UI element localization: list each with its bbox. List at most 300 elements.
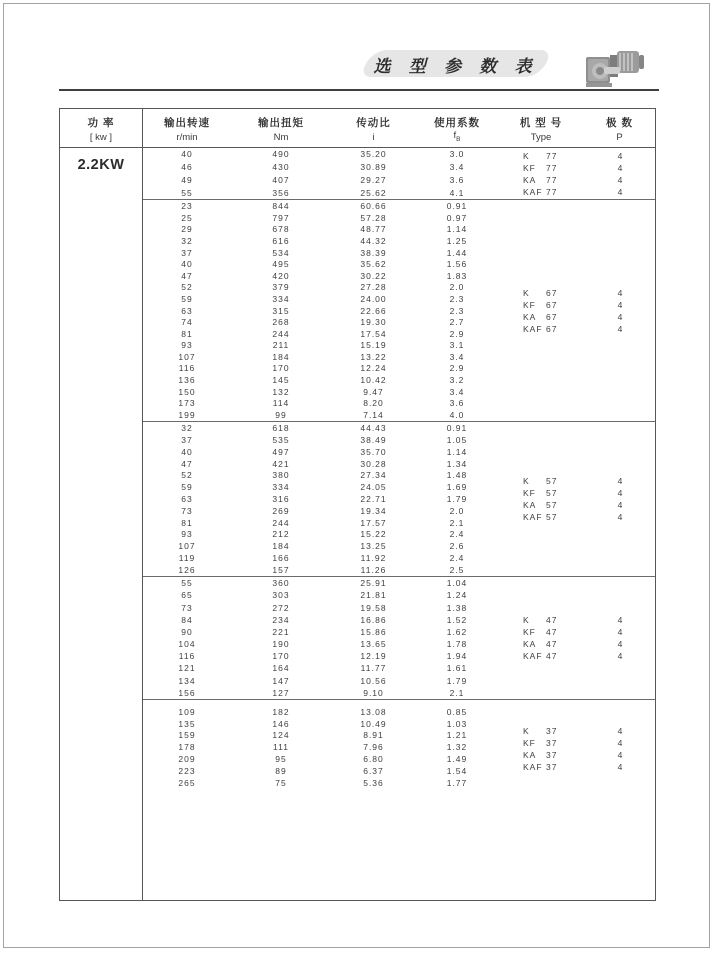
table-row [143, 493, 498, 505]
torque-cell: 132 [272, 386, 290, 397]
ratio-cell: 11.26 [360, 564, 387, 575]
poles-value: 4 [617, 311, 624, 322]
type-row [498, 174, 655, 186]
group-types [498, 700, 655, 900]
type-size: 77 [546, 162, 558, 173]
factor-cell: 4.1 [449, 187, 465, 198]
speed-cell: 40 [181, 259, 193, 270]
poles-value: 4 [617, 162, 624, 173]
table-row [143, 374, 498, 386]
factor-cell: 1.14 [446, 446, 468, 457]
factor-cell: 1.44 [446, 247, 468, 258]
factor-cell: 1.79 [446, 675, 468, 686]
ratio-cell: 17.54 [360, 328, 387, 339]
group-rows [143, 148, 498, 199]
type-size: 57 [546, 500, 558, 510]
factor-header-unit [416, 130, 498, 143]
factor-cell: 3.4 [449, 351, 465, 362]
poles-value: 4 [617, 762, 624, 772]
factor-cell: 2.0 [449, 282, 465, 293]
table-row [143, 706, 498, 718]
torque-cell: 234 [272, 614, 290, 625]
parameter-group [143, 577, 655, 700]
table-row [143, 741, 498, 753]
factor-cell: 2.1 [449, 687, 465, 698]
torque-cell: 211 [272, 340, 290, 351]
group-types [498, 200, 655, 421]
ratio-cell: 44.32 [360, 235, 387, 246]
ratio-cell: 7.14 [363, 409, 384, 420]
speed-cell: 40 [181, 446, 193, 457]
ratio-cell: 44.43 [360, 423, 387, 434]
table-row [143, 409, 498, 421]
torque-cell: 797 [272, 212, 290, 223]
speed-cell: 74 [181, 317, 193, 328]
torque-cell: 420 [272, 270, 290, 281]
torque-cell: 534 [272, 247, 290, 258]
type-size: 47 [546, 615, 558, 625]
type-size: 77 [546, 174, 558, 185]
torque-cell: 430 [272, 162, 290, 173]
parameter-group [143, 200, 655, 422]
speed-cell: 107 [178, 351, 196, 362]
speed-cell: 59 [181, 293, 193, 304]
table-row [143, 687, 498, 699]
factor-cell: 1.14 [446, 224, 468, 235]
speed-cell: 134 [178, 675, 196, 686]
torque-cell: 269 [272, 505, 290, 516]
factor-cell: 1.83 [446, 270, 468, 281]
table-row [143, 626, 498, 638]
table-row [143, 650, 498, 662]
table-row [143, 458, 498, 470]
torque-cell: 124 [272, 730, 290, 741]
table-row [143, 470, 498, 482]
table-row [143, 397, 498, 409]
group-rows [143, 422, 498, 576]
type-model: KF [523, 299, 536, 310]
factor-cell: 1.62 [446, 626, 468, 637]
type-size: 77 [546, 186, 558, 197]
speed-cell: 47 [181, 270, 193, 281]
table-row [143, 305, 498, 317]
table-row [143, 675, 498, 687]
factor-cell: 0.85 [446, 706, 468, 717]
type-model: KAF [523, 512, 543, 522]
speed-cell: 119 [178, 552, 196, 563]
factor-cell: 1.05 [446, 435, 468, 445]
poles-value: 4 [617, 287, 624, 298]
factor-cell: 3.2 [449, 375, 465, 386]
ratio-cell: 11.77 [360, 663, 387, 674]
table-row [143, 328, 498, 340]
group-types [498, 148, 655, 199]
torque-cell: 164 [272, 663, 290, 674]
table-row [143, 753, 498, 765]
ratio-cell: 15.22 [360, 529, 387, 540]
table-row [143, 270, 498, 282]
type-model: K [523, 476, 530, 486]
table-row [143, 552, 498, 564]
ratio-cell: 12.19 [360, 651, 387, 662]
factor-cell: 2.1 [449, 517, 465, 528]
poles-value: 4 [617, 639, 624, 649]
type-size: 67 [546, 323, 558, 334]
ratio-cell: 22.66 [360, 305, 387, 316]
speed-cell: 55 [181, 578, 193, 589]
factor-cell: 1.32 [446, 742, 468, 753]
ratio-cell: 17.57 [360, 517, 387, 528]
speed-cell: 156 [178, 687, 196, 698]
ratio-cell: 60.66 [360, 201, 387, 212]
ratio-header-label: 传动比 [356, 117, 391, 129]
table-row [143, 614, 498, 626]
factor-cell: 1.34 [446, 458, 468, 469]
type-row [498, 323, 655, 335]
ratio-cell: 30.28 [360, 458, 387, 469]
table-row [143, 422, 498, 434]
poles-value: 4 [617, 738, 624, 748]
ratio-cell: 27.28 [360, 282, 387, 293]
table-row [143, 351, 498, 363]
type-row [498, 749, 655, 761]
torque-cell: 182 [272, 706, 290, 717]
type-model: KF [523, 627, 536, 637]
factor-cell: 3.1 [449, 340, 465, 351]
speed-header-label: 输出转速 [164, 117, 210, 129]
type-model: KA [523, 750, 537, 760]
ratio-cell: 16.86 [360, 614, 387, 625]
speed-cell: 63 [181, 305, 193, 316]
torque-cell: 497 [272, 446, 290, 457]
type-size: 77 [546, 150, 558, 161]
speed-cell: 29 [181, 224, 193, 235]
table-row [143, 282, 498, 294]
ratio-cell: 19.34 [360, 505, 387, 516]
type-row [498, 487, 655, 499]
power-header-label: 功 率 [87, 117, 115, 129]
table-row [143, 161, 498, 174]
torque-cell: 157 [272, 564, 290, 575]
speed-cell: 121 [178, 663, 196, 674]
parameter-group [143, 148, 655, 200]
type-size: 37 [546, 750, 558, 760]
torque-cell: 244 [272, 517, 290, 528]
selection-table [59, 108, 656, 901]
speed-cell: 116 [178, 363, 196, 374]
type-model: KAF [523, 651, 543, 661]
speed-cell: 150 [178, 386, 196, 397]
column-header-speed [143, 109, 231, 147]
speed-cell: 104 [178, 639, 196, 650]
table-row [143, 293, 498, 305]
torque-cell: 170 [272, 651, 290, 662]
torque-cell: 99 [275, 409, 287, 420]
factor-cell: 1.69 [446, 482, 468, 493]
ratio-cell: 25.62 [360, 187, 387, 198]
speed-cell: 73 [181, 602, 193, 613]
type-model: KA [523, 639, 537, 649]
factor-cell: 3.6 [449, 174, 465, 185]
type-model: KF [523, 488, 536, 498]
speed-cell: 178 [178, 742, 196, 753]
power-header-unit: [ kw ] [89, 132, 113, 143]
type-size: 67 [546, 299, 558, 310]
torque-cell: 334 [272, 293, 290, 304]
ratio-cell: 6.80 [363, 754, 384, 765]
table-row [143, 718, 498, 730]
speed-cell: 55 [181, 187, 193, 198]
speed-cell: 199 [178, 409, 196, 420]
ratio-cell: 29.27 [360, 174, 387, 185]
ratio-cell: 5.36 [363, 777, 384, 788]
factor-cell: 4.0 [449, 409, 465, 420]
speed-cell: 209 [178, 754, 196, 765]
poles-value: 4 [617, 174, 624, 185]
ratio-cell: 9.10 [363, 687, 384, 698]
type-row [498, 737, 655, 749]
poles-value: 4 [617, 476, 624, 486]
factor-cell: 1.38 [446, 602, 468, 613]
table-row [143, 564, 498, 576]
ratio-cell: 22.71 [360, 493, 387, 504]
type-model: KA [523, 500, 537, 510]
poles-value: 4 [617, 750, 624, 760]
column-header-service-factor [416, 109, 498, 147]
torque-cell: 535 [272, 435, 290, 445]
table-header-row [143, 109, 655, 148]
table-row [143, 258, 498, 270]
poles-value: 4 [617, 627, 624, 637]
type-row [498, 626, 655, 638]
speed-cell: 81 [181, 328, 193, 339]
torque-cell: 114 [272, 398, 290, 409]
factor-cell: 1.54 [446, 765, 468, 776]
type-row [498, 614, 655, 626]
factor-cell: 1.25 [446, 235, 468, 246]
ratio-cell: 30.22 [360, 270, 387, 281]
type-size: 47 [546, 627, 558, 637]
type-row [498, 499, 655, 511]
poles-value: 4 [617, 186, 624, 197]
factor-cell: 2.3 [449, 305, 465, 316]
power-cell [60, 148, 143, 900]
poles-value: 4 [617, 488, 624, 498]
type-row [498, 475, 655, 487]
factor-cell: 2.4 [449, 552, 465, 563]
table-row [143, 540, 498, 552]
poles-header-unit: P [616, 132, 623, 143]
ratio-cell: 19.58 [360, 602, 387, 613]
torque-cell: 184 [272, 541, 290, 552]
speed-cell: 32 [181, 235, 193, 246]
type-size: 47 [546, 651, 558, 661]
table-row [143, 577, 498, 589]
poles-value: 4 [617, 615, 624, 625]
table-row [143, 186, 498, 199]
speed-cell: 25 [181, 212, 193, 223]
speed-cell: 49 [181, 174, 193, 185]
type-header-unit: Type [530, 132, 552, 143]
factor-cell: 2.3 [449, 293, 465, 304]
speed-cell: 59 [181, 482, 193, 493]
speed-cell: 223 [178, 765, 196, 776]
speed-cell: 116 [178, 651, 196, 662]
column-header-ratio [331, 109, 416, 147]
table-row [143, 481, 498, 493]
speed-cell: 47 [181, 458, 193, 469]
torque-cell: 244 [272, 328, 290, 339]
speed-cell: 135 [178, 718, 196, 729]
speed-header-unit: r/min [176, 132, 198, 143]
group-rows [143, 577, 498, 699]
torque-cell: 678 [272, 224, 290, 235]
factor-cell: 2.9 [449, 328, 465, 339]
type-row [498, 638, 655, 650]
table-row [143, 434, 498, 446]
factor-cell: 0.97 [446, 212, 468, 223]
poles-header-label: 极 数 [606, 117, 633, 129]
ratio-cell: 11.92 [360, 552, 387, 563]
factor-cell: 1.48 [446, 470, 468, 481]
table-row [143, 316, 498, 328]
ratio-cell: 24.05 [360, 482, 387, 493]
torque-cell: 212 [272, 529, 290, 540]
ratio-cell: 13.65 [360, 639, 387, 650]
factor-unit-sub: B [456, 136, 461, 143]
type-row [498, 287, 655, 299]
type-size: 67 [546, 287, 558, 298]
power-value: 2.2KW [77, 157, 125, 173]
speed-cell: 52 [181, 282, 193, 293]
type-row [498, 761, 655, 773]
torque-cell: 844 [272, 201, 290, 212]
ratio-cell: 13.25 [360, 541, 387, 552]
factor-cell: 0.91 [446, 201, 468, 212]
torque-cell: 334 [272, 482, 290, 493]
type-size: 57 [546, 476, 558, 486]
torque-cell: 303 [272, 590, 290, 601]
type-model: KF [523, 738, 536, 748]
torque-header-unit: Nm [273, 132, 289, 143]
type-row [498, 725, 655, 737]
factor-cell: 1.79 [446, 493, 468, 504]
type-size: 47 [546, 639, 558, 649]
torque-cell: 618 [272, 423, 290, 434]
torque-cell: 268 [272, 317, 290, 328]
torque-cell: 356 [272, 187, 290, 198]
type-row [498, 650, 655, 662]
ratio-header-unit: i [372, 132, 375, 143]
torque-header-label: 输出扭矩 [258, 117, 304, 129]
page-title: 选 型 参 数 表 [373, 57, 539, 76]
table-row [143, 589, 498, 601]
speed-cell: 73 [181, 505, 193, 516]
torque-cell: 495 [272, 259, 290, 270]
ratio-cell: 57.28 [360, 212, 387, 223]
type-size: 37 [546, 726, 558, 736]
ratio-cell: 10.56 [360, 675, 387, 686]
ratio-cell: 21.81 [360, 590, 387, 601]
ratio-cell: 10.49 [360, 718, 387, 729]
speed-cell: 93 [181, 340, 193, 351]
table-row [143, 662, 498, 674]
gearmotor-image [584, 45, 646, 92]
factor-cell: 2.6 [449, 541, 465, 552]
ratio-cell: 38.39 [360, 247, 387, 258]
factor-cell: 3.4 [449, 162, 465, 173]
poles-value: 4 [617, 651, 624, 661]
ratio-cell: 8.91 [363, 730, 384, 741]
type-model: KAF [523, 323, 543, 334]
type-row [498, 299, 655, 311]
table-row [143, 517, 498, 529]
type-model: KAF [523, 186, 543, 197]
factor-cell: 1.77 [446, 777, 468, 788]
torque-cell: 190 [272, 639, 290, 650]
poles-value: 4 [617, 512, 624, 522]
torque-cell: 616 [272, 235, 290, 246]
ratio-cell: 9.47 [363, 386, 384, 397]
torque-cell: 147 [272, 675, 290, 686]
factor-cell: 1.94 [446, 651, 468, 662]
parameter-group [143, 700, 655, 900]
ratio-cell: 35.62 [360, 259, 387, 270]
poles-value: 4 [617, 323, 624, 334]
ratio-cell: 7.96 [363, 742, 384, 753]
poles-value: 4 [617, 726, 624, 736]
speed-cell: 84 [181, 614, 193, 625]
group-types [498, 422, 655, 576]
ratio-cell: 35.70 [360, 446, 387, 457]
factor-cell: 1.56 [446, 259, 468, 270]
type-size: 57 [546, 512, 558, 522]
ratio-cell: 8.20 [363, 398, 384, 409]
speed-cell: 126 [178, 564, 196, 575]
speed-cell: 159 [178, 730, 196, 741]
factor-cell: 1.21 [446, 730, 468, 741]
table-row [143, 200, 498, 212]
column-header-power [60, 109, 143, 148]
torque-cell: 379 [272, 282, 290, 293]
speed-cell: 81 [181, 517, 193, 528]
type-model: KF [523, 162, 536, 173]
ratio-cell: 15.86 [360, 626, 387, 637]
table-row [143, 505, 498, 517]
type-model: K [523, 615, 530, 625]
torque-cell: 490 [272, 149, 290, 160]
torque-cell: 95 [275, 754, 287, 765]
factor-cell: 1.03 [446, 718, 468, 729]
torque-cell: 221 [272, 626, 290, 637]
factor-cell: 3.6 [449, 398, 465, 409]
speed-cell: 37 [181, 247, 193, 258]
torque-cell: 272 [272, 602, 290, 613]
speed-cell: 93 [181, 529, 193, 540]
table-row [143, 446, 498, 458]
factor-cell: 1.52 [446, 614, 468, 625]
type-model: K [523, 287, 530, 298]
ratio-cell: 10.42 [360, 375, 387, 386]
group-rows [143, 700, 498, 900]
torque-cell: 360 [272, 578, 290, 589]
table-row [143, 386, 498, 398]
table-row [143, 174, 498, 187]
type-model: K [523, 726, 530, 736]
table-row [143, 363, 498, 375]
column-header-poles [584, 109, 655, 147]
type-header-label: 机 型 号 [519, 117, 563, 129]
